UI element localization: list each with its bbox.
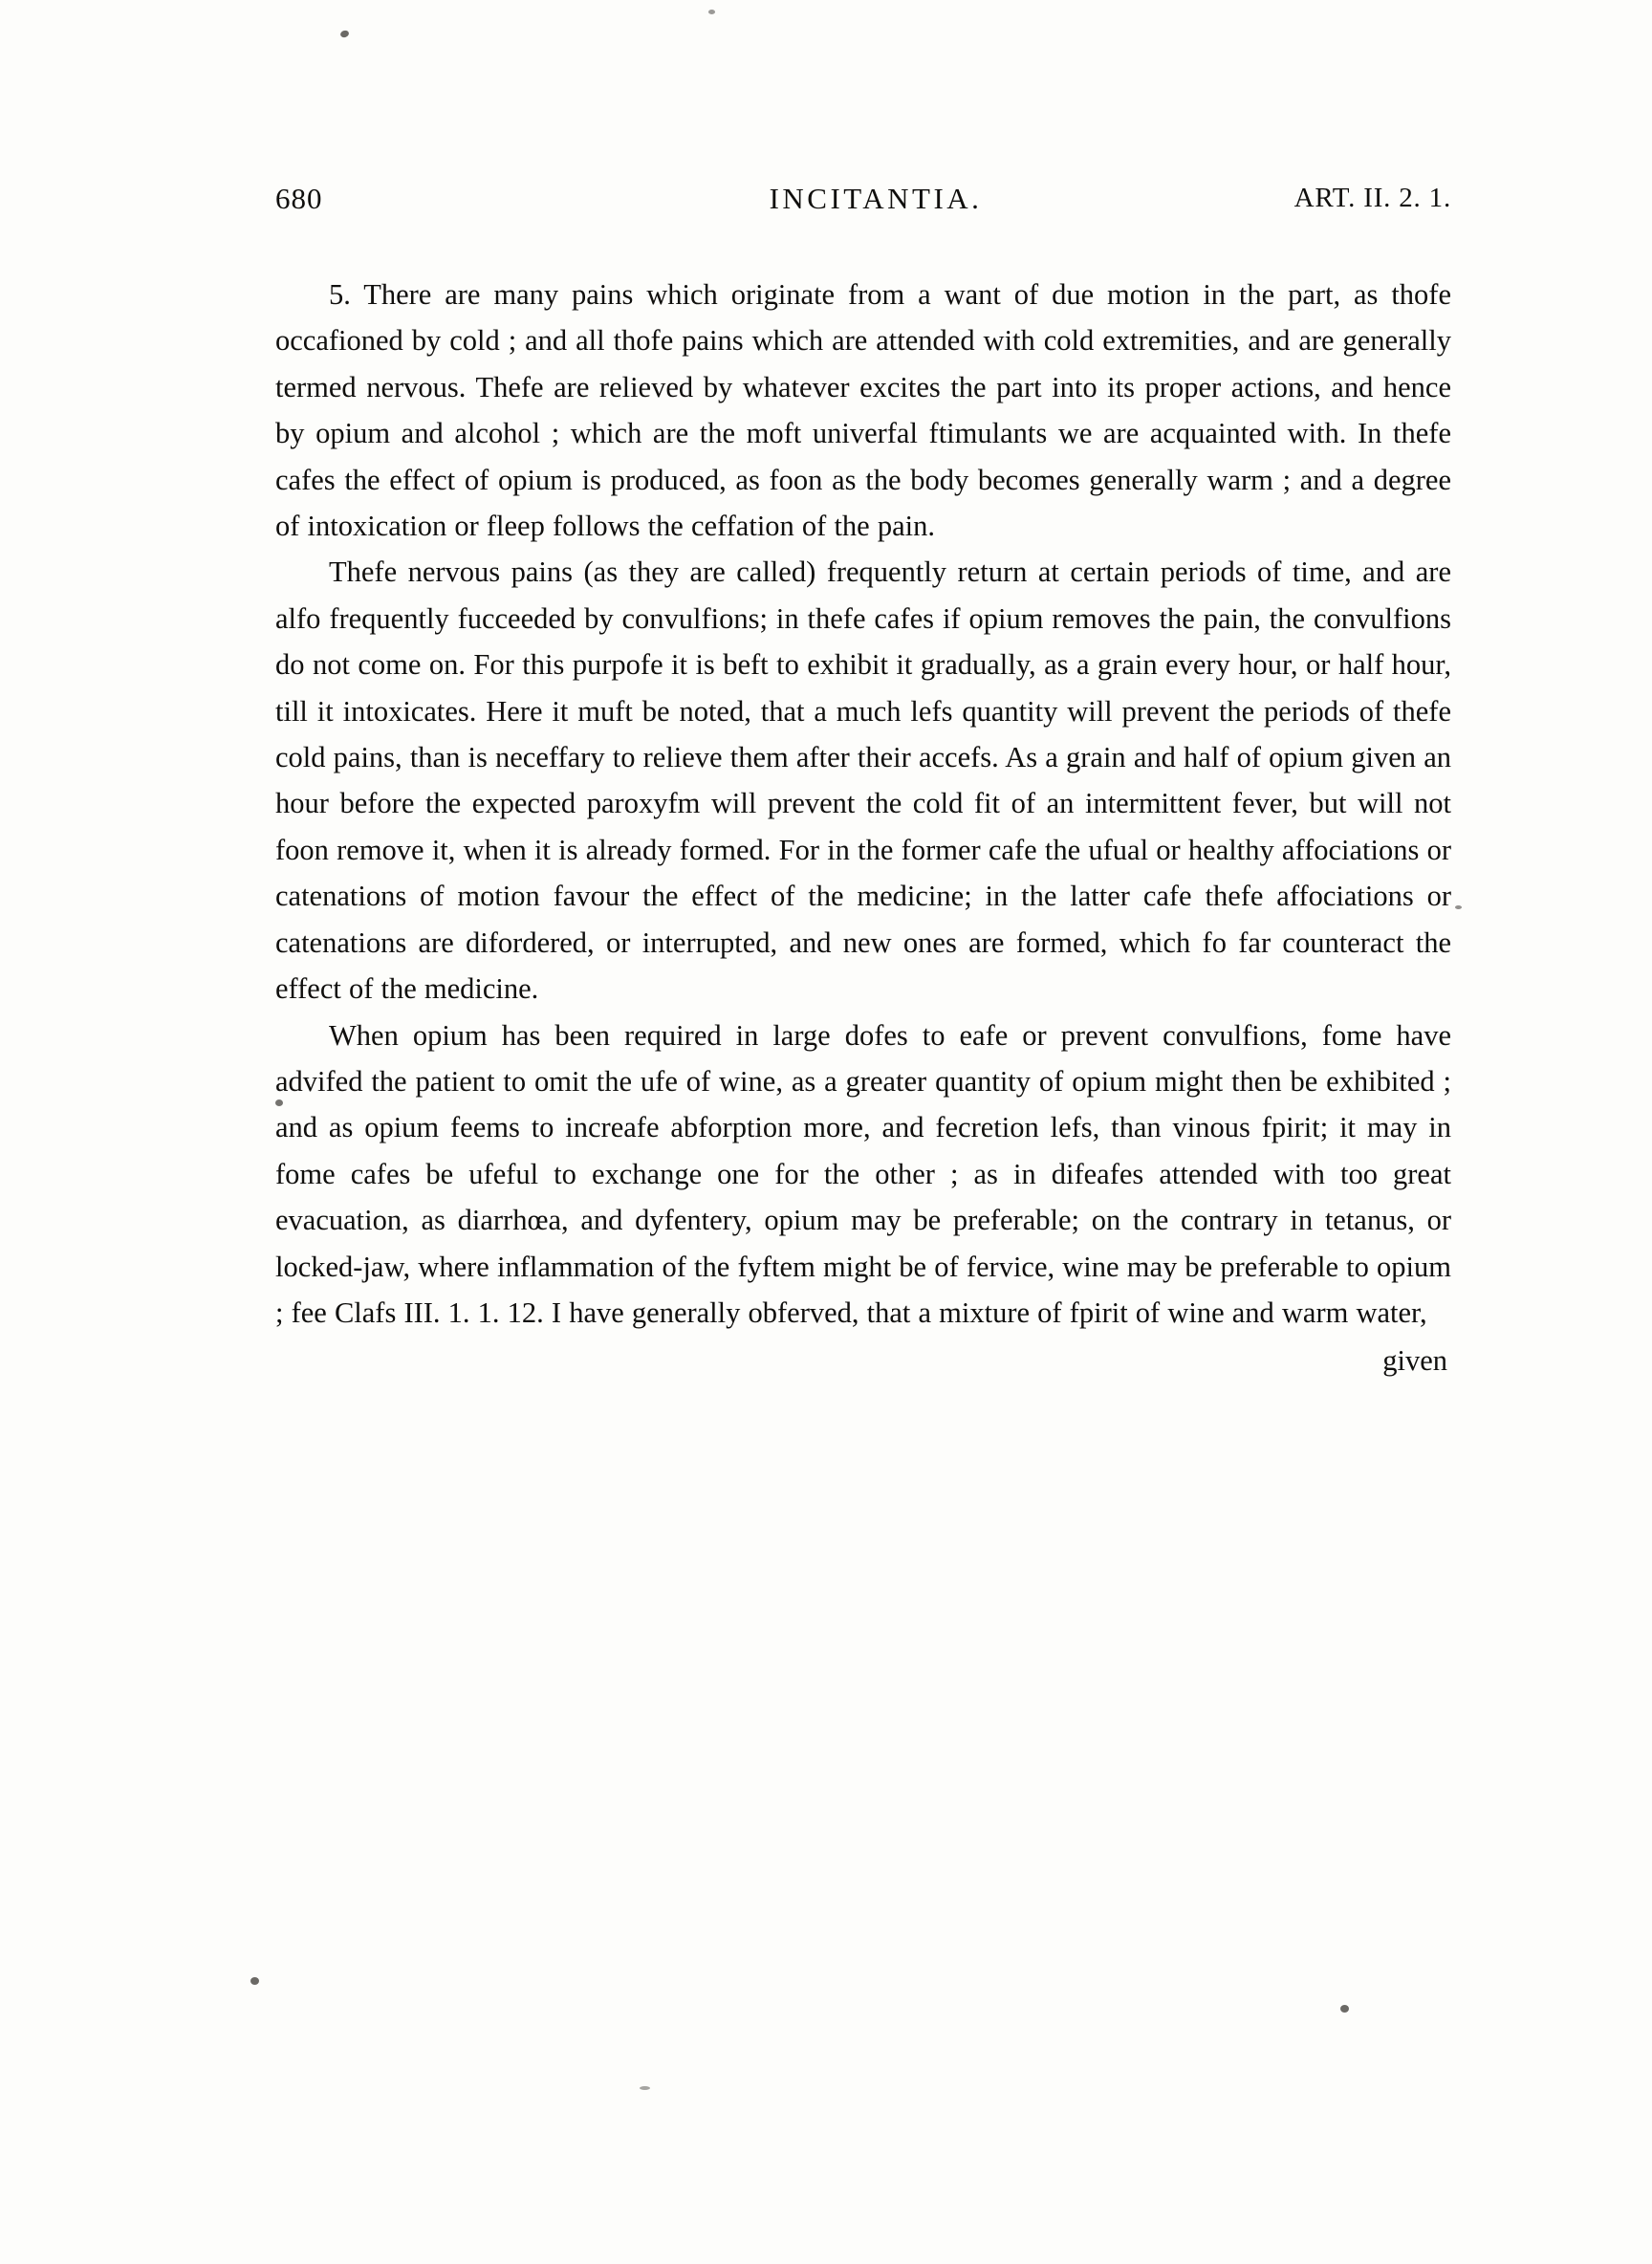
page-content (275, 182, 1451, 1384)
page-speckle-mark (250, 1977, 259, 1985)
page-speckle-mark (708, 10, 715, 14)
paragraph: 5. There are many pains which originate from a want of due motion in the part, as thofe occafioned by cold ; and all thofe pains which are attended with cold extremities, and are generally termed nervous. Thefe are relieved by whatever excites the part into its proper actions, and hence by opium and alcohol ; which are the moft univerfal ftimulants we are acquainted with. In thefe cafes the effect of opium is produced, as foon as the body becomes generally warm ; and a degree of intoxication or fleep follows the ceffation of the pain. (275, 278, 1451, 543)
article-reference: ART. II. 2. 1. (1293, 183, 1451, 213)
paragraph: Thefe nervous pains (as they are called) frequently return at certain periods of time, and are alfo frequently fucceeded by convulfions; in thefe cafes if opium removes the pain, the convulfions do not come on. For this purpofe it is beft to exhibit it gradually, as a grain every hour, or half hour, till it intoxicates. Here it muft be noted, that a much lefs quantity will prevent the periods of thefe cold pains, than is neceffary to relieve them after their accefs. As a grain and half of opium given an hour before the expected paroxyfm will prevent the cold fit of an intermittent fever, but will not foon remove it, when it is already formed. For in the former cafe the ufual or healthy affociations or catenations of motion favour the effect of the medicine; in the latter cafe thefe affociations or catenations are difordered, or interrupted, and new ones are formed, which fo far counteract the effect of the medicine. (275, 555, 1451, 1006)
page-speckle-mark (1455, 905, 1462, 909)
page-speckle-mark (640, 2086, 650, 2090)
paragraph: When opium has been required in large dofes to eafe or prevent convulfions, fome have advifed the patient to omit the ufe of wine, as a greater quantity of opium might then be exhibited ; and as opium feems to increafe abforption more, and fecretion lefs, than vinous fpirit; it may in fome cafes be ufeful to exchange one for the other ; as in difeafes attended with too great evacuation, as diarrhœa, and dyfentery, opium may be preferable; on the contrary in tetanus, or locked-jaw, where inflammation of the fyftem might be of fervice, wine may be preferable to opium ; fee Clafs III. 1. 1. 12. I have generally obferved, that a mixture of fpirit of wine and warm water, (275, 1018, 1451, 1329)
running-title: INCITANTIA. (769, 182, 983, 215)
catchword: given (1382, 1344, 1447, 1378)
page-speckle-mark (1340, 2005, 1349, 2013)
body-text (275, 272, 1451, 1336)
running-head (275, 182, 1451, 237)
page-number: 680 (275, 182, 323, 215)
page-speckle-mark (339, 30, 350, 38)
